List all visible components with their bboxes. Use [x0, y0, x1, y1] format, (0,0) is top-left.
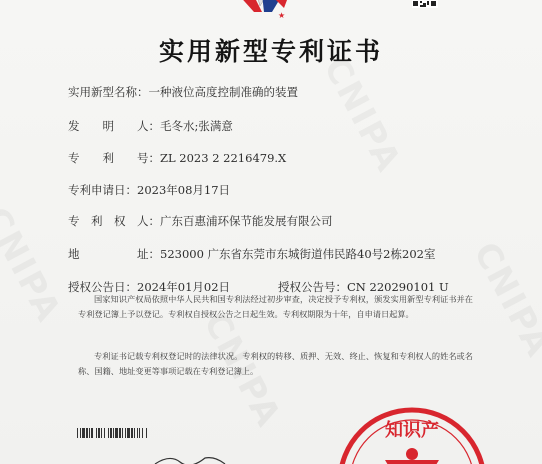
- filing-date-row: [68, 182, 230, 198]
- svg-text:★: ★: [278, 11, 286, 20]
- field-label: 授权公告日：: [68, 280, 137, 294]
- field-label: 专利申请日：: [68, 183, 137, 197]
- signature-mark: [150, 452, 230, 464]
- watermark: [315, 51, 409, 179]
- patent-number-row: [68, 150, 286, 166]
- field-value: 2024年01月02日: [137, 280, 231, 294]
- field-label: 地 址：: [68, 247, 160, 261]
- address-row: [68, 246, 435, 262]
- field-value: 一种液位高度控制准确的装置: [148, 85, 298, 99]
- watermark: [465, 236, 542, 364]
- field-value: ZL 2023 2 2216479.X: [160, 151, 287, 165]
- inventor-row: [68, 118, 233, 134]
- barcode-bar: [147, 428, 148, 438]
- seal-text: 知识产: [385, 420, 439, 441]
- utility-model-name-row: [68, 84, 298, 100]
- official-seal-icon: [337, 404, 487, 464]
- field-value: 广东百惠浦环保节能发展有限公司: [160, 214, 333, 228]
- watermark: [0, 201, 69, 329]
- legal-paragraph-1: 国家知识产权局依照中华人民共和国专利法经过初步审查，决定授予专利权，颁发实用新型专利证书并在专利登记簿上予以登记。专利权自授权公告之日起生效。专利权期限为十年，自申请日起算。: [78, 294, 473, 319]
- field-value: CN 220290101 U: [347, 280, 449, 294]
- field-label: 实用新型名称：: [68, 85, 149, 99]
- field-label: 专 利 权 人：: [68, 214, 160, 228]
- barcode-icon: [77, 428, 215, 438]
- certificate-title: 实用新型专利证书: [158, 37, 383, 66]
- field-label: 授权公告号：: [278, 280, 347, 294]
- patentee-row: [68, 213, 333, 229]
- legal-paragraph-2: 专利证书记载专利权登记时的法律状况。专利权的转移、质押、无效、终止、恢复和专利权人的姓名或名称、国籍、地址变更等事项记载在专利登记簿上。: [78, 351, 473, 376]
- cnipa-logo-icon: [232, 0, 296, 22]
- field-label: 专 利 号：: [68, 151, 160, 165]
- field-value: 2023年08月17日: [137, 183, 231, 197]
- qr-code-icon: [412, 0, 438, 8]
- field-value: 毛冬水;张满意: [160, 119, 233, 133]
- field-label: 发 明 人：: [68, 119, 160, 133]
- field-value: 523000 广东省东莞市东城街道伟民路40号2栋202室: [160, 247, 436, 261]
